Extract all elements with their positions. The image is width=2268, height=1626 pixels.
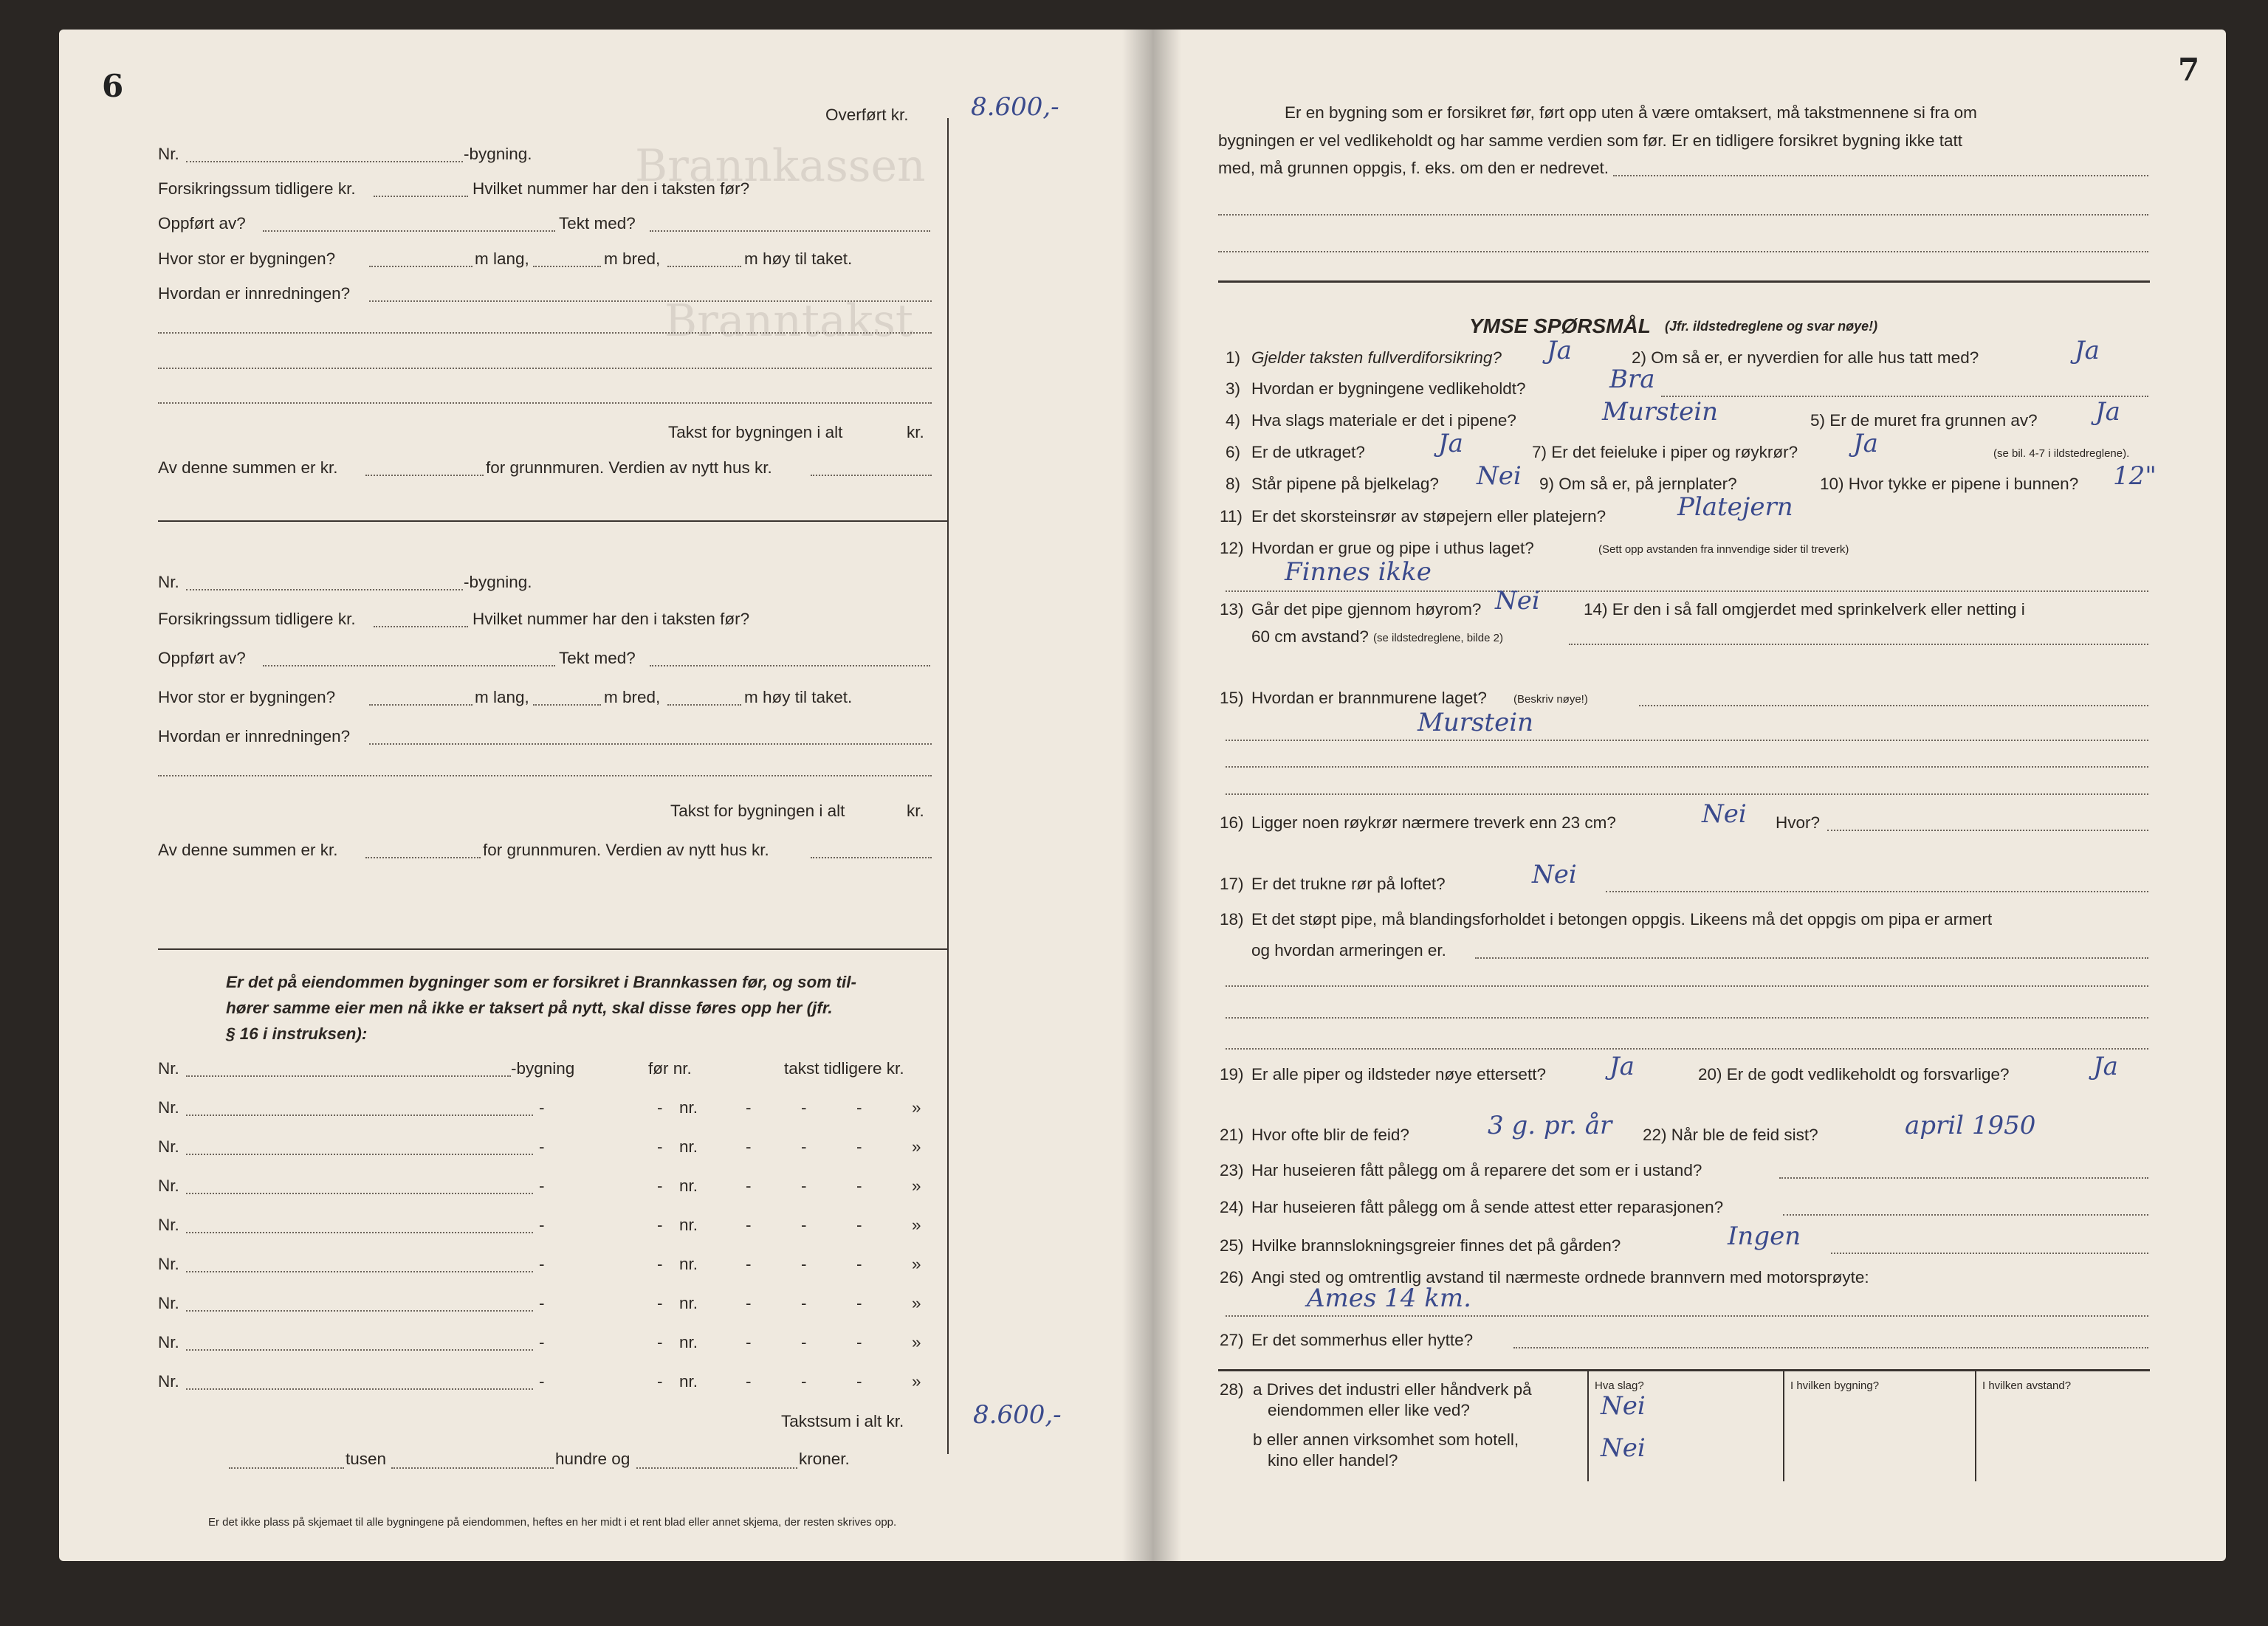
intro-line-3: med, må grunnen oppgis, f. eks. om den er nedrevet. [1218,159,1609,177]
table-row-nr: Nr. [158,1137,179,1156]
table-row-dotted-line [186,1154,533,1155]
tusen-label: tusen [346,1450,387,1468]
q19-text: Er alle piper og ildsteder nøye ettersett? [1251,1065,1546,1084]
table-row-dash: - [539,1333,545,1351]
instruction-line-2: hører samme eier men nå ikke er taksert på nytt, skal disse føres opp her (jfr. [226,999,833,1017]
tekt-label: Tekt med? [559,214,636,232]
a10-answer: 12" [2113,461,2157,491]
table-row-dash: - [746,1294,752,1312]
table-row-nr: Nr. [158,1333,179,1351]
a28a-answer: Nei [1601,1391,1646,1421]
table-row-nr2: nr. [679,1216,698,1234]
table-row-dash: - [539,1177,545,1195]
av-denne-label: Av denne summen er kr. [158,841,338,859]
dotted-line [186,161,463,162]
table-row-dash: - [801,1333,807,1351]
dotted-line [1513,1347,2148,1348]
a13-answer: Nei [1495,586,1540,616]
table-row-dash: - [746,1372,752,1391]
table-row-quote: » [912,1098,921,1117]
dotted-line [1779,1177,2148,1179]
m-hoy-label: m høy til taket. [744,249,853,268]
nr-label: Nr. [158,145,179,163]
dotted-line [158,775,932,776]
table-row-dash: - [856,1177,862,1195]
hvor-stor-label: Hvor stor er bygningen? [158,249,336,268]
a17-answer: Nei [1532,860,1577,889]
q28a-text: a Drives det industri eller håndverk på [1253,1380,1532,1399]
dotted-line [369,300,932,302]
hvor-stor-label: Hvor stor er bygningen? [158,688,336,706]
table-row-dash: - [539,1372,545,1391]
dotted-line [263,230,555,232]
dotted-line [1569,644,2148,645]
q16-text: Ligger noen røykrør nærmere treverk enn 23 cm? [1251,813,1616,832]
table-row-dotted-line [186,1310,533,1312]
dotted-line [1226,1048,2148,1050]
intro-line-2: bygningen er vel vedlikeholdt og har samme verdien som før. Er en tidligere forsikret bygning ikke tatt [1218,131,1962,150]
dotted-line [1639,705,2148,706]
q21-text: Hvor ofte blir de feid? [1251,1126,1409,1144]
dotted-line [369,266,472,267]
section-title: YMSE SPØRSMÅL [1469,314,1651,337]
dotted-line [1831,1253,2148,1254]
m-bred-label: m bred, [604,688,661,706]
q17-text: Er det trukne rør på loftet? [1251,875,1446,893]
q1-number: 1) [1226,348,1241,367]
table-row-dash: - [856,1333,862,1351]
dotted-line [1226,1315,2148,1317]
takstsum-label: Takstsum i alt kr. [781,1412,904,1430]
q25-number: 25) [1220,1236,1244,1255]
table-row-dash: - [801,1255,807,1273]
table-row-quote: » [912,1372,921,1391]
a28b-answer: Nei [1601,1433,1646,1463]
dotted-line [1218,214,2148,216]
dotted-line [1606,891,2148,892]
a5-answer: Ja [2095,397,2120,427]
table-row-dash: - [746,1137,752,1156]
dotted-line [1226,793,2148,795]
q3-number: 3) [1226,379,1241,398]
dotted-line [186,589,463,590]
m-hoy-label: m høy til taket. [744,688,853,706]
section-divider [1218,280,2150,283]
dotted-line [369,704,472,706]
table-row-dotted-line [186,1388,533,1390]
q23-number: 23) [1220,1161,1244,1179]
q12-note: (Sett opp avstanden fra innvendige sider til treverk) [1598,543,1849,556]
table-row-dash: - [856,1216,862,1234]
forsikringssum-label: Forsikringssum tidligere kr. [158,610,356,628]
oppfort-label: Oppført av? [158,214,246,232]
section-divider [158,520,947,522]
dotted-line [1661,396,2148,397]
a11-answer: Platejern [1677,492,1793,522]
oppfort-label: Oppført av? [158,649,246,667]
q21-number: 21) [1220,1126,1244,1144]
amount-column-line [947,118,949,1454]
dotted-line [369,743,932,745]
table-column-line [1975,1371,1976,1481]
table-row-dash: - [539,1137,545,1156]
q5-text: 5) Er de muret fra grunnen av? [1810,411,2038,430]
instruction-line-3: § 16 i instruksen): [226,1024,368,1043]
table-row-nr: Nr. [158,1294,179,1312]
table-row-nr2: nr. [679,1333,698,1351]
table-top-rule [1218,1369,2150,1371]
innredning-label: Hvordan er innredningen? [158,727,351,745]
q24-number: 24) [1220,1198,1244,1216]
hundre-og-label: hundre og [555,1450,630,1468]
table-row-quote: » [912,1137,921,1156]
table-row-dash: - [657,1098,663,1117]
table-row-dotted-line [186,1271,533,1272]
q26-text: Angi sted og omtrentlig avstand til nærmeste ordnede brannvern med motorsprøyte: [1251,1268,1869,1286]
q7-text: 7) Er det feieluke i piper og røykrør? [1532,443,1798,461]
q18-text: Et det støpt pipe, må blandingsforholdet i betongen oppgis. Likeens må det oppgis om pipa er armert [1251,910,1993,929]
q17-number: 17) [1220,875,1244,893]
a12-answer: Finnes ikke [1285,557,1432,587]
grunnmuren-label: for grunnmuren. Verdien av nytt hus kr. [486,458,772,477]
table-header-takst: takst tidligere kr. [784,1059,904,1078]
m-lang-label: m lang, [475,249,529,268]
dotted-line [391,1467,554,1469]
table-row-nr: Nr. [158,1098,179,1117]
q13-number: 13) [1220,600,1244,619]
table-row-dash: - [801,1294,807,1312]
table-row-dash: - [657,1294,663,1312]
dotted-line [650,665,930,666]
table-row-dash: - [539,1255,545,1273]
table-row-dash: - [657,1177,663,1195]
table-row-dash: - [657,1333,663,1351]
table-row-dash: - [856,1137,862,1156]
col-hvilken-avstand: I hvilken avstand? [1982,1379,2072,1392]
a2-answer: Ja [2075,336,2100,365]
q13-text: Går det pipe gjennom høyrom? [1251,600,1482,619]
tekt-label: Tekt med? [559,649,636,667]
q8-number: 8) [1226,475,1241,493]
a25-answer: Ingen [1728,1222,1801,1251]
section-divider [158,948,947,950]
dotted-line [1226,985,2148,987]
intro-line-1: Er en bygning som er forsikret før, ført opp uten å være omtaksert, må takstmennene si fra om [1285,103,1977,122]
q1-text: Gjelder taksten fullverdiforsikring? [1251,348,1502,367]
table-column-line [1783,1371,1784,1481]
page-number-right: 7 [2178,52,2200,88]
q11-text: Er det skorsteinsrør av støpejern eller platejern? [1251,507,1606,526]
av-denne-label: Av denne summen er kr. [158,458,338,477]
q11-number: 11) [1220,507,1243,526]
forsikringssum-label: Forsikringssum tidligere kr. [158,179,356,198]
q15-number: 15) [1220,689,1244,707]
dotted-line [1226,1017,2148,1019]
dotted-line [365,475,484,476]
q16-number: 16) [1220,813,1244,832]
dotted-line [1783,1214,2148,1216]
table-row-dotted-line [186,1232,533,1233]
a4-answer: Murstein [1602,397,1718,427]
q28b-cont: kino eller handel? [1268,1451,1398,1470]
a3-answer: Bra [1609,365,1655,394]
a22-answer: april 1950 [1905,1111,2036,1140]
a6-answer: Ja [1438,429,1463,458]
table-row-dash: - [657,1216,663,1234]
a15-answer: Murstein [1418,708,1533,737]
dotted-line [1475,957,2148,959]
dotted-line [158,402,932,404]
col-hvilken-bygning: I hvilken bygning? [1790,1379,1880,1392]
q10-text: 10) Hvor tykke er pipene i bunnen? [1820,475,2079,493]
table-row-quote: » [912,1216,921,1234]
table-row-dash: - [746,1098,752,1117]
bygning-label: -bygning. [464,573,532,591]
table-row-nr: Nr. [158,1216,179,1234]
table-header-nr: Nr. [158,1059,179,1078]
q12-number: 12) [1220,539,1244,557]
q6-text: Er de utkraget? [1251,443,1365,461]
book-gutter [1122,30,1181,1561]
dotted-line [667,704,741,706]
table-row-dash: - [746,1216,752,1234]
hvilket-nummer-label: Hvilket nummer har den i taksten før? [472,179,750,198]
table-row-nr2: nr. [679,1137,698,1156]
kroner-label: kroner. [799,1450,850,1468]
dotted-line [365,857,481,858]
a7-answer: Ja [1853,429,1878,458]
table-row-dotted-line [186,1349,533,1351]
nr-label: Nr. [158,573,179,591]
table-row-dash: - [539,1294,545,1312]
table-row-quote: » [912,1255,921,1273]
dotted-line [374,196,468,197]
q19-number: 19) [1220,1065,1244,1084]
takst-alt-label: Takst for bygningen i alt [670,802,845,820]
dotted-line [1226,590,2148,592]
dotted-line [811,857,932,858]
table-row-dotted-line [186,1115,533,1116]
hvilket-nummer-label: Hvilket nummer har den i taksten før? [472,610,750,628]
bleed-through-text: Branntakst [664,295,913,347]
section-subtitle: (Jfr. ildstedreglene og svar nøye!) [1665,319,1878,334]
col-hva-slag: Hva slag? [1595,1379,1644,1392]
a16-answer: Nei [1702,799,1747,829]
table-row-nr: Nr. [158,1372,179,1391]
q18-cont: og hvordan armeringen er. [1251,941,1446,960]
grunnmuren-label: for grunnmuren. Verdien av nytt hus kr. [483,841,769,859]
table-row-dash: - [856,1294,862,1312]
dotted-line [1827,830,2148,831]
a8-answer: Nei [1477,461,1522,491]
q15-note: (Beskriv nøye!) [1513,693,1588,706]
q18-number: 18) [1220,910,1244,929]
q14-text: 14) Er den i så fall omgjerdet med sprinkelverk eller netting i [1584,600,2025,619]
table-row-dash: - [746,1333,752,1351]
dotted-line [650,230,930,232]
q27-number: 27) [1220,1331,1244,1349]
dotted-line [811,475,932,476]
overfort-value: 8.600,- [971,92,1059,122]
table-row-nr2: nr. [679,1372,698,1391]
innredning-label: Hvordan er innredningen? [158,284,351,303]
table-row-nr2: nr. [679,1294,698,1312]
bleed-through-text: Brannkassen [635,140,926,192]
q6-number: 6) [1226,443,1241,461]
kr-label: kr. [907,802,924,820]
dotted-line [1226,740,2148,741]
q22-text: 22) Når ble de feid sist? [1643,1126,1818,1144]
dotted-line [1226,766,2148,768]
table-row-nr: Nr. [158,1255,179,1273]
q4-text: Hva slags materiale er det i pipene? [1251,411,1516,430]
table-row-dash: - [801,1098,807,1117]
m-bred-label: m bred, [604,249,661,268]
dotted-line [263,665,555,666]
q4-number: 4) [1226,411,1241,430]
q24-text: Har huseieren fått pålegg om å sende attest etter reparasjonen? [1251,1198,1724,1216]
table-row-nr2: nr. [679,1098,698,1117]
a19-answer: Ja [1609,1052,1635,1081]
table-row-dash: - [801,1177,807,1195]
q2-text: 2) Om så er, er nyverdien for alle hus tatt med? [1632,348,1979,367]
footnote: Er det ikke plass på skjemaet til alle bygningene på eiendommen, heftes en her midt i et rent blad eller annet skjema, der resten skrives opp. [208,1516,897,1529]
dotted-line [1613,175,2148,176]
dotted-line [533,266,601,267]
takst-alt-label: Takst for bygningen i alt [668,423,843,441]
q20-text: 20) Er de godt vedlikeholdt og forsvarlige? [1698,1065,2010,1084]
table-row-dash: - [539,1098,545,1117]
table-row-nr2: nr. [679,1255,698,1273]
dotted-line [1218,251,2148,252]
dotted-line [186,1075,511,1077]
kr-label: kr. [907,423,924,441]
table-row-dash: - [746,1255,752,1273]
a21-answer: 3 g. pr. år [1488,1111,1612,1140]
takstsum-value: 8.600,- [973,1400,1062,1430]
a1-answer: Ja [1547,336,1572,365]
table-row-quote: » [912,1333,921,1351]
page-number-left: 6 [102,68,124,104]
dotted-line [158,332,932,334]
q14-cont: 60 cm avstand? [1251,627,1369,646]
table-column-line [1587,1371,1589,1481]
table-row-quote: » [912,1294,921,1312]
dotted-line [158,368,932,369]
table-row-dash: - [801,1372,807,1391]
table-row-dash: - [801,1137,807,1156]
q26-number: 26) [1220,1268,1244,1286]
bygning-label: -bygning. [464,145,532,163]
dotted-line [667,266,741,267]
table-row-dotted-line [186,1193,533,1194]
table-row-dash: - [657,1372,663,1391]
q25-text: Hvilke brannslokningsgreier finnes det på gården? [1251,1236,1621,1255]
table-row-dash: - [856,1372,862,1391]
q15-text: Hvordan er brannmurene laget? [1251,689,1487,707]
q9-text: 9) Om så er, på jernplater? [1539,475,1737,493]
table-header-for-nr: før nr. [648,1059,692,1078]
table-row-dash: - [856,1255,862,1273]
table-row-dash: - [539,1216,545,1234]
m-lang-label: m lang, [475,688,529,706]
table-row-nr: Nr. [158,1177,179,1195]
dotted-line [374,626,468,627]
table-row-quote: » [912,1177,921,1195]
dotted-line [636,1467,797,1469]
table-row-dash: - [856,1098,862,1117]
table-row-dash: - [746,1177,752,1195]
q28a-cont: eiendommen eller like ved? [1268,1401,1470,1419]
q28b-text: b eller annen virksomhet som hotell, [1253,1430,1519,1449]
a26-answer: Ames 14 km. [1307,1284,1471,1313]
q28-number: 28) [1220,1380,1244,1399]
q27-text: Er det sommerhus eller hytte? [1251,1331,1474,1349]
dotted-line [229,1467,344,1469]
instruction-line-1: Er det på eiendommen bygninger som er forsikret i Brannkassen før, og som til- [226,973,856,991]
q7-note: (se bil. 4-7 i ildstedreglene). [1993,447,2130,460]
a20-answer: Ja [2093,1052,2118,1081]
q23-text: Har huseieren fått pålegg om å reparere det som er i ustand? [1251,1161,1702,1179]
q16-hvor: Hvor? [1776,813,1821,832]
overfort-label: Overført kr. [825,106,909,124]
q3-text: Hvordan er bygningene vedlikeholdt? [1251,379,1526,398]
table-header-bygning: -bygning [511,1059,575,1078]
q14-note: (se ildstedreglene, bilde 2) [1373,632,1503,644]
dotted-line [533,704,601,706]
table-row-dash: - [801,1216,807,1234]
table-row-nr2: nr. [679,1177,698,1195]
table-row-dash: - [657,1137,663,1156]
table-row-dash: - [657,1255,663,1273]
q8-text: Står pipene på bjelkelag? [1251,475,1439,493]
q12-text: Hvordan er grue og pipe i uthus laget? [1251,539,1534,557]
